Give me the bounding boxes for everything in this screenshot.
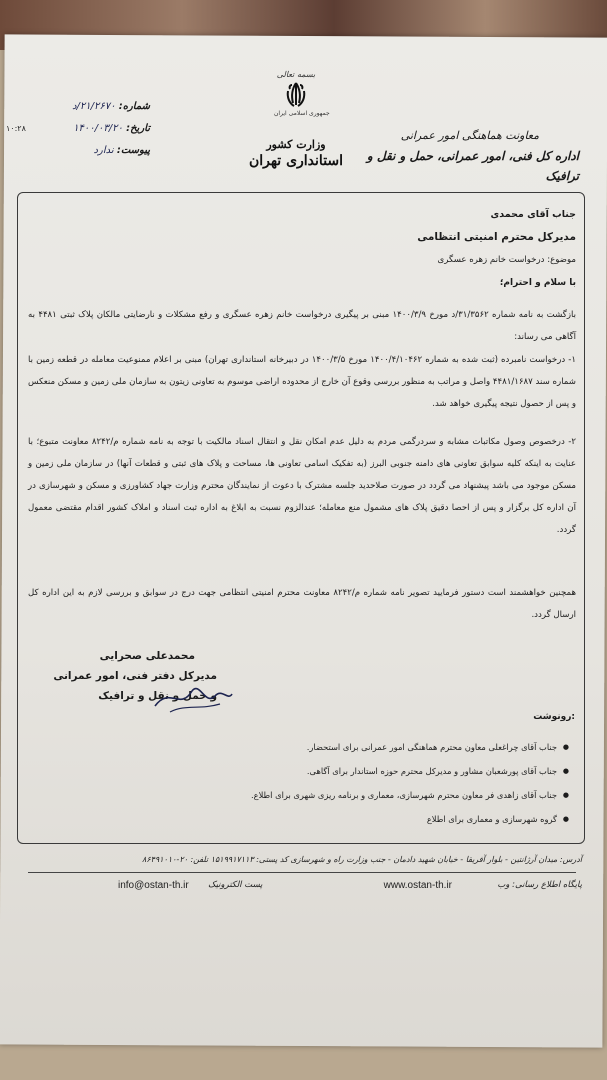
email-label: پست الکترونیک [208,880,263,890]
department-line-1: معاونت هماهنگی امور عمرانی [400,129,539,142]
footer-divider [28,872,576,873]
basmala: بسمه تعالی [276,70,316,79]
meta-number: شماره: ۲۱/۲۶۷۰/د [72,101,150,112]
handwritten-signature [150,676,235,718]
cc-title: رونوشت: [533,712,575,722]
letter-subject: موضوع: درخواست خانم زهره عسگری [437,255,576,265]
footer-address: آدرس: میدان آرژانتین - بلوار آفریقا - خیابان شهید دادمان - جنب وزارت راه و شهرسازی کد پستی: ۱۵۱۹۹۱۷۱۱۳ تلفن: ۲۰-۸۶۴۹۱۰۱۰ [142,855,582,864]
governorate-name: استانداری تهران [248,153,344,169]
letterhead-emblem [274,70,330,140]
recipient-title: مدیرکل محترم امنیتی انتظامی [417,231,576,243]
department-block [349,126,579,186]
iran-emblem-icon [283,81,309,109]
paragraph-item-2: ۲- درخصوص وصول مکاتبات مشابه و سردرگمی مردم به دلیل عدم امکان نقل و انتقال اسناد مالکیت با توجه به نامه شماره م/۸۲۴۲ معاونت متبوع؛ با عنایت به اینکه کلیه سوابق تعاونی های دامنه جنوبی البرز (به تفکیک اسامی تعاونی ها، مساحت و پلاک های ثبتی و قطعات آنها) در سازمان ملی زمین و مسکن موجود می باشد پیشنهاد می گردد در صورت صلاحدید جلسه مشترک با دعوت از نمایندگان محترم وزارت جهاد کشاورزی و مسکن و شهرسازی در آن اداره کل برگزار و پس از احصا دقیق پلاک های مشمول منع معامله؛ عندالزوم نسبت به ابلاغ به اداره ثبت اسناد و املاک کشور اقدام مقتضی معمول گردد. [28,437,576,535]
paragraph-closing: همچنین خواهشمند است دستور فرمایید تصویر نامه شماره م/۸۲۴۲ معاونت محترم امنیتی انتظامی جهت درج در سوابق و بررسی لازم به این اداره کل ارسال گردد. [28,588,577,620]
ministry-name: وزارت کشور [266,138,326,151]
signer-name: محمدعلی صحرایی [99,650,195,662]
department-line-2: اداره کل فنی، امور عمرانی، حمل و نقل و ترافیک [366,149,579,183]
paragraph-intro: بازگشت به نامه شماره ۳۱/۳۵۶۲/د مورخ ۱۴۰۰/۳/۹ مبنی بر پیگیری درخواست خانم زهره عسگری و رفع مشکلات و نارضایتی مالکان پلاک ثبتی ۴۴۸۱ به آگاهی می رساند: [28,310,577,342]
letter-greeting: با سلام و احترام؛ [499,278,576,288]
cc-item: ● گروه شهرسازی و معماری برای اطلاع [149,807,569,831]
republic-label: جمهوری اسلامی ایران [274,110,330,117]
cc-item: ● جناب آقای پورشعبان مشاور و مدیرکل محترم حوزه استاندار برای آگاهی. [149,759,569,783]
paragraph-item-1: ۱- درخواست نامبرده (ثبت شده به شماره ۱۴۰۰/۴/۱۰۴۶۲ مورخ ۱۴۰۰/۳/۵ در دبیرخانه استانداری تهران) مبنی بر اعلام ممنوعیت معامله در قطعه زمین با شماره سند ۴۴۸۱/۱۶۸۷ واصل و مراتب به منظور بررسی وقوع آن خارج از محدوده اراضی موسوم به تعاونی زیتون به سازمان ملی زمین و مسکن منعکس و پس از حصول نتیجه پیگیری خواهد شد. [28,355,576,409]
meta-attachment: پیوست: ندارد [93,145,150,156]
recipient-name: جناب آقای محمدی [490,209,576,220]
email-link[interactable]: info@ostan-th.ir [118,880,189,891]
signer-title-1: مدیرکل دفتر فنی، امور عمرانی [53,670,217,682]
cc-item: ● جناب آقای چراغعلی معاون محترم هماهنگی امور عمرانی برای استحضار. [149,735,569,759]
portal-label: پایگاه اطلاع رسانی: وب [497,880,582,890]
signer-title-2: و حمل و نقل و ترافیک [98,690,217,702]
side-number: ۱۰:۲۸ [6,124,26,133]
website-link[interactable]: www.ostan-th.ir [383,880,452,891]
meta-date: تاریخ: ۱۴۰۰/۰۳/۲۰ [73,123,150,134]
cc-list [149,735,569,831]
letter-meta [60,96,150,162]
ministry-block [246,138,346,169]
footer-contacts [22,876,582,900]
cc-item: ● جناب آقای زاهدی فر معاون محترم شهرسازی، معماری و برنامه ریزی شهری برای اطلاع. [149,783,569,807]
